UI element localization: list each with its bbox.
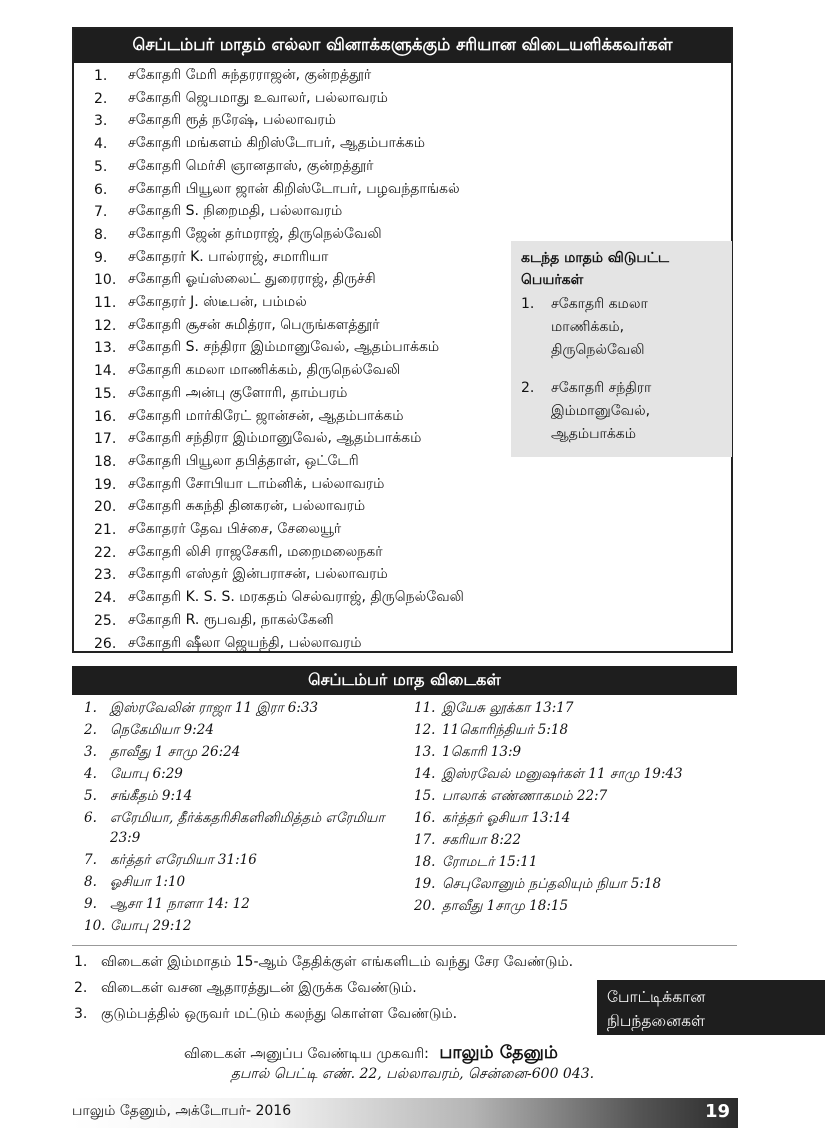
footer-bar: [72, 1098, 738, 1128]
answer-text: நெகேமியா 9:24: [110, 722, 214, 738]
winner-name: சகோதரி ஓய்ஸ்லைட் துரைராஜ், திருச்சி: [128, 271, 376, 288]
answer-number: 14.: [414, 766, 436, 782]
answer-text: 1கொரி 13:9: [442, 744, 522, 760]
winner-row: [94, 428, 421, 450]
answer-number: 2.: [84, 722, 97, 738]
answer-number: 13.: [414, 744, 436, 760]
answer-item: [414, 808, 734, 828]
answer-number: 4.: [84, 766, 97, 782]
winner-name: சகோதரர் J. ஸ்டீபன், பம்மல்: [128, 294, 307, 310]
answer-number: 20.: [414, 898, 436, 914]
footer-text: பாலும் தேனும், அக்டோபர்- 2016: [72, 1103, 292, 1119]
winner-number: 24.: [94, 590, 117, 607]
answer-item: [84, 850, 394, 870]
winner-row: [94, 542, 383, 564]
answer-number: 6.: [84, 810, 97, 826]
divider: [72, 945, 737, 946]
winner-number: 2.: [94, 90, 108, 107]
winner-row: [94, 269, 376, 291]
winner-row: [94, 337, 439, 359]
answer-text: யோபு 6:29: [110, 766, 183, 782]
answer-item: [414, 786, 734, 806]
winner-name: சகோதரி மார்கிரேட் ஜான்சன், ஆதம்பாக்கம்: [128, 407, 404, 424]
answer-number: 7.: [84, 852, 97, 868]
answer-item: [414, 764, 734, 784]
answer-text: யோபு 29:12: [110, 918, 192, 934]
winner-row: [94, 383, 347, 405]
address-brand: பாலும் தேனும்: [439, 1043, 558, 1063]
winner-name: சகோதரி மங்களம் கிறிஸ்டோபர், ஆதம்பாக்கம்: [128, 135, 426, 152]
answer-text: இஸ்ரவேல் மனுஷர்கள் 11 சாமு 19:43: [442, 766, 683, 782]
page-number: 19: [704, 1101, 730, 1122]
answer-text: தாவீது 1சாமு 18:15: [442, 898, 569, 914]
answer-text: தாவீது 1 சாமு 26:24: [110, 744, 241, 760]
winner-name: சகோதரி சுகந்தி தினகரன், பல்லாவரம்: [128, 498, 366, 515]
answer-number: 8.: [84, 874, 97, 890]
winner-row: [94, 88, 388, 110]
answer-number: 11.: [414, 700, 436, 716]
winner-name: சகோதரி லிசி ராஜசேகரி, மறைமலைநகர்: [128, 543, 383, 560]
winner-number: 11.: [94, 295, 117, 311]
answer-number: 12.: [414, 722, 436, 738]
winner-name: சகோதரி சோபியா டாம்னிக், பல்லாவரம்: [128, 475, 385, 492]
answer-item: [84, 872, 394, 892]
winner-row: [94, 519, 341, 541]
answers-title: செப்டம்பர் மாத விடைகள்: [72, 666, 737, 695]
answer-item: [414, 720, 734, 740]
answer-number: 15.: [414, 788, 436, 804]
winner-number: 23.: [94, 567, 117, 584]
answer-item: [84, 916, 394, 936]
winner-name: சகோதரி சூசன் சுமித்ரா, பெருங்களத்தூர்: [128, 316, 380, 333]
rule-text: குடும்பத்தில் ஒருவர் மட்டும் கலந்து கொள்ள வேண்டும்.: [101, 1006, 458, 1022]
answer-number: 19.: [414, 876, 436, 892]
rule-number: 2.: [74, 980, 88, 996]
answer-item: [414, 874, 734, 894]
winner-number: 25.: [94, 612, 117, 629]
winner-row: [94, 292, 307, 314]
answer-number: 5.: [84, 788, 97, 804]
winner-name: சகோதரி S. நிறைமதி, பல்லாவரம்: [128, 203, 343, 220]
winner-row: [94, 110, 336, 132]
winner-number: 10.: [94, 272, 117, 289]
answer-item: [84, 894, 394, 914]
previous-item-number: 2.: [521, 380, 535, 396]
previous-box: [511, 241, 732, 457]
winner-name: சகோதரி ரூத் நரேஷ், பல்லாவரம்: [128, 112, 336, 129]
winner-number: 4.: [94, 136, 108, 153]
winner-number: 8.: [94, 226, 108, 243]
rule-item: [74, 1006, 457, 1024]
winner-row: [94, 633, 361, 655]
winner-name: சகோதரி மேரி சுந்தரராஜன், குன்றத்தூர்: [128, 67, 372, 83]
winner-number: 15.: [94, 385, 117, 402]
winner-number: 9.: [94, 249, 108, 266]
winner-row: [94, 587, 464, 609]
winner-row: [94, 133, 425, 155]
rules-badge: [597, 980, 825, 1035]
rule-text: விடைகள் வசன ஆதாரத்துடன் இருக்க வேண்டும்.: [101, 980, 417, 996]
answer-text: சங்கீதம் 9:14: [110, 788, 193, 804]
winner-row: [94, 247, 328, 269]
answer-text: ரோமடர் 15:11: [442, 854, 538, 870]
answer-text: ஓசியா 1:10: [110, 874, 186, 890]
winner-number: 16.: [94, 408, 117, 425]
winner-row: [94, 496, 365, 518]
winner-name: சகோதரி ஜெபமாது உவாலர், பல்லாவரம்: [128, 89, 388, 106]
rule-text: விடைகள் இம்மாதம் 15-ஆம் தேதிக்குள் எங்களிடம் வந்து சேர வேண்டும்.: [101, 954, 574, 970]
answer-item: [84, 720, 394, 740]
answer-number: 16.: [414, 810, 436, 826]
answer-item: [414, 698, 734, 718]
winner-row: [94, 564, 388, 586]
winner-name: சகோதரி ஷீலா ஜெயந்தி, பல்லாவரம்: [128, 634, 362, 651]
previous-item: [521, 293, 726, 362]
winner-row: [94, 156, 373, 178]
rule-number: 3.: [74, 1006, 88, 1022]
winner-name: சகோதரி மெர்சி ஞானதாஸ், குன்றத்தூர்: [128, 157, 374, 174]
answer-text: கர்த்தர் ஓசியா 13:14: [442, 810, 571, 826]
answer-item: [84, 742, 394, 762]
winner-row: [94, 610, 334, 632]
answer-text: பாலாக் எண்ணாகமம் 22:7: [442, 788, 608, 804]
winner-number: 26.: [94, 635, 117, 652]
winner-number: 21.: [94, 522, 117, 538]
previous-item-text: சகோதரி கமலா மாணிக்கம், திருநெல்வேலி: [551, 296, 648, 358]
answer-number: 3.: [84, 744, 97, 760]
winner-name: சகோதரி பியூலா தபித்தாள், ஒட்டேரி: [128, 452, 359, 469]
winner-name: சகோதரி சந்திரா இம்மானுவேல், ஆதம்பாக்கம்: [128, 430, 422, 447]
winner-row: [94, 451, 359, 473]
address-label: விடைகள் அனுப்ப வேண்டிய முகவரி:: [184, 1046, 429, 1062]
winner-row: [94, 406, 404, 428]
rule-item: [74, 954, 573, 972]
winner-number: 7.: [94, 204, 108, 221]
winner-number: 19.: [94, 476, 117, 493]
answer-text: ஆசா 11 நாளா 14: 12: [110, 896, 250, 912]
answer-item: [84, 786, 394, 806]
winner-number: 6.: [94, 181, 108, 198]
rules-badge-line: நிபந்தனைகள்: [607, 1012, 706, 1030]
winner-name: சகோதரி S. சந்திரா இம்மானுவேல், ஆதம்பாக்கம்: [128, 339, 440, 356]
winner-number: 20.: [94, 499, 117, 516]
answer-number: 9.: [84, 896, 97, 912]
previous-item-text: சகோதரி சந்திரா இம்மானுவேல், ஆதம்பாக்கம்: [551, 380, 652, 442]
answer-number: 1.: [84, 700, 97, 716]
answer-text: எரேமியா, தீர்க்கதரிசிகளினிமித்தம் எரேமியா 23:9: [110, 810, 385, 846]
rules-badge-line: போட்டிக்கான: [607, 988, 706, 1006]
winner-number: 13.: [94, 340, 117, 357]
address-line: தபால் பெட்டி எண். 22, பல்லாவரம், சென்னை-600 043.: [230, 1066, 595, 1082]
winner-name: சகோதரர் தேவ பிச்சை, சேலையூர்: [128, 521, 342, 537]
winner-number: 17.: [94, 431, 117, 448]
winner-row: [94, 201, 342, 223]
winner-number: 1.: [94, 68, 108, 84]
address-heading: [184, 1043, 558, 1065]
answer-number: 18.: [414, 854, 436, 870]
answer-text: இஸ்ரவேலின் ராஜா 11 இரா 6:33: [110, 700, 319, 716]
winner-row: [94, 474, 384, 496]
winner-name: சகோதரி கமலா மாணிக்கம், திருநெல்வேலி: [128, 362, 401, 379]
answer-text: கர்த்தர் எரேமியா 31:16: [110, 852, 257, 868]
winner-number: 5.: [94, 158, 108, 175]
answer-item: [414, 830, 734, 850]
answer-item: [84, 808, 394, 848]
winner-number: 18.: [94, 453, 117, 470]
winner-name: சகோதரி K. S. S. மரகதம் செல்வராஜ், திருநெல்வேலி: [128, 589, 464, 606]
answer-item: [414, 896, 734, 916]
previous-title: கடந்த மாதம் விடுபட்ட பெயர்கள்: [521, 250, 670, 288]
answer-text: சகரியா 8:22: [442, 832, 522, 848]
winners-title: செப்டம்பர் மாதம் எல்லா வினாக்களுக்கும் சரியான விடையளிக்கவர்கள்: [74, 29, 731, 63]
answer-number: 10.: [84, 918, 106, 934]
rule-item: [74, 980, 417, 998]
winner-number: 12.: [94, 317, 117, 334]
winner-name: சகோதரி பியூலா ஜான் கிறிஸ்டோபர், பழவந்தாங்கல்: [128, 180, 460, 197]
winner-row: [94, 315, 380, 337]
winner-row: [94, 224, 382, 246]
winner-name: சகோதரி R. ரூபவதி, நாகல்கேனி: [128, 611, 334, 628]
answer-item: [414, 742, 734, 762]
answer-item: [414, 852, 734, 872]
answer-text: செபுலோனும் நப்தலியும் நியா 5:18: [442, 876, 662, 892]
winner-name: சகோதரர் K. பால்ராஜ், சமாரியா: [128, 248, 329, 265]
winner-row: [94, 179, 460, 201]
winner-number: 3.: [94, 113, 108, 130]
winner-row: [94, 65, 371, 87]
rule-number: 1.: [74, 954, 88, 970]
winner-name: சகோதரி அன்பு குளோரி, தாம்பரம்: [128, 384, 348, 401]
previous-item-number: 1.: [521, 296, 535, 312]
winner-name: சகோதரி ஜேன் தர்மராஜ், திருநெல்வேலி: [128, 225, 382, 242]
answer-text: இயேசு லூக்கா 13:17: [442, 700, 574, 716]
winner-name: சகோதரி எஸ்தர் இன்பராசன், பல்லாவரம்: [128, 566, 388, 583]
answer-item: [84, 764, 394, 784]
previous-item: [521, 377, 726, 446]
answer-number: 17.: [414, 832, 436, 848]
answer-text: 11கொரிந்தியர் 5:18: [442, 722, 569, 738]
answer-item: [84, 698, 394, 718]
winner-row: [94, 360, 400, 382]
winner-number: 14.: [94, 363, 117, 380]
winner-number: 22.: [94, 544, 117, 561]
